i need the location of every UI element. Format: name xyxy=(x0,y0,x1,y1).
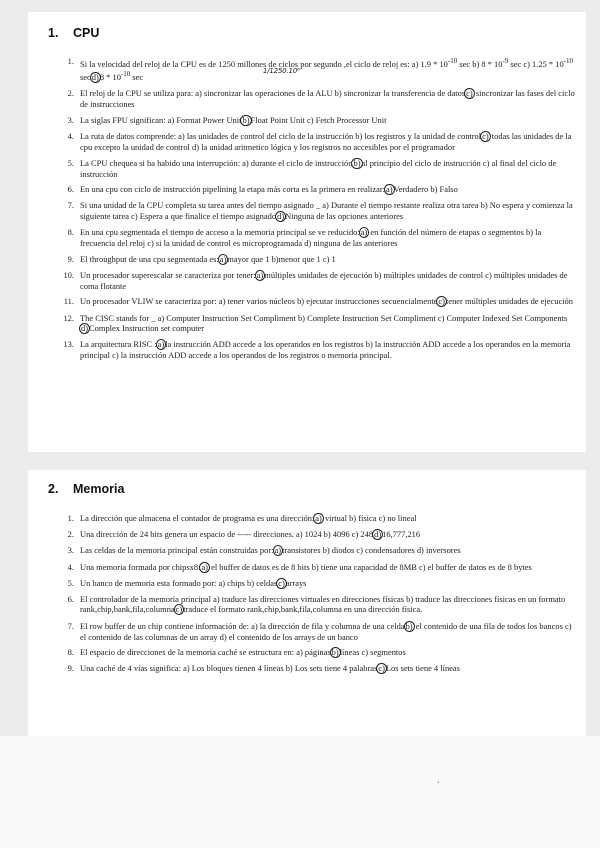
question-fragment: sec b) 8 * 10 xyxy=(457,58,503,69)
question-fragment: sec c) 1.25 * 10 xyxy=(508,58,564,69)
question-number: 5. xyxy=(67,577,74,588)
cpu-question-list xyxy=(61,56,575,366)
question-number: 9. xyxy=(67,253,74,264)
question-text xyxy=(76,56,575,83)
circled-answer: d) xyxy=(277,210,285,221)
question-stem: La dirección que almacena el contador de programa es una dirección: xyxy=(80,513,315,523)
circled-answer: a) xyxy=(274,545,282,556)
question-stem: La CPU chequea si ha habido una interrupción: a) durante el ciclo de instrucción xyxy=(80,157,353,168)
question-item xyxy=(61,663,575,674)
question-continuation: el contenido de una fila de todos los bancos c) el contenido de las columnas de un array d) el contenido de los arrays de un banco xyxy=(80,620,572,642)
question-number: 7. xyxy=(67,620,74,631)
question-fragment: sec xyxy=(130,72,144,83)
question-continuation: mayor que 1 b)menor que 1 c) 1 xyxy=(227,253,336,264)
question-fragment: Si la velocidad del reloj de la CPU es de 1250 millones de ciclos por segundo ,el ciclo de reloj es: a) 1.9 * 10 xyxy=(80,58,448,69)
question-text xyxy=(76,158,575,179)
question-stem: La ruta de datos comprende: a) las unidades de control del ciclo de la instrucción b) los registros y la unidad de control xyxy=(80,131,482,141)
circled-answer: b) xyxy=(405,620,413,631)
circled-answer: a) xyxy=(315,513,322,523)
question-stem: Las celdas de la memoria principal están construidas por: xyxy=(80,545,274,556)
handwritten-note: 1/1250.10⁶ xyxy=(263,67,300,75)
question-text xyxy=(76,594,575,615)
question-continuation: Complex Instruction set computer xyxy=(89,322,205,333)
question-number: 13. xyxy=(63,339,74,350)
question-fragment: sec xyxy=(80,72,91,83)
question-continuation: líneas c) segmentos xyxy=(339,647,406,658)
question-item xyxy=(61,270,575,291)
question-item xyxy=(61,227,575,248)
question-stem: El throughput de una cpu segmentada es: xyxy=(80,253,219,264)
question-number: 1. xyxy=(67,513,74,523)
question-continuation: sincronizar las fases del ciclo de instrucciones xyxy=(80,88,575,110)
question-continuation: traduce el formato rank,chip,bank,fila,columna en una dirección física. xyxy=(183,604,423,615)
circled-answer: a) xyxy=(386,184,393,195)
question-text xyxy=(76,227,575,248)
question-item xyxy=(61,513,575,524)
circled-answer: a) xyxy=(201,561,208,572)
question-item xyxy=(61,158,575,179)
question-item xyxy=(61,578,575,589)
question-continuation: en función del número de etapas o segmentos b) la frecuencia del reloj c) si la unidad de control es microprogramada d) ninguna de las anteriores xyxy=(80,226,542,248)
memoria-question-list xyxy=(61,513,575,680)
question-number: 3. xyxy=(67,545,74,556)
question-item xyxy=(61,313,575,334)
question-number: 6. xyxy=(67,184,74,195)
question-text xyxy=(76,200,575,221)
circled-answer: c) xyxy=(482,131,489,141)
question-stem: El row buffer de un chip contiene información de: a) la dirección de fila y columna de una celda xyxy=(80,620,405,631)
circled-answer: d) xyxy=(81,322,89,333)
question-number: 2. xyxy=(67,529,74,540)
circled-answer: a) xyxy=(157,339,165,350)
question-text xyxy=(76,562,575,573)
circled-answer: c) xyxy=(438,296,445,307)
stray-mark: ˏ xyxy=(437,774,440,783)
question-continuation: Los sets tiene 4 líneas xyxy=(385,663,460,674)
question-continuation: la instrucción ADD accede a los operandos en los registros b) la instrucción ADD accede a los operandos en la memoria principal c) la instrucción ADD accede a los operandos de los registros o memoria principal. xyxy=(80,339,571,361)
question-text xyxy=(76,184,575,195)
question-text xyxy=(76,513,575,524)
question-continuation: Float Point Unit c) Fetch Processor Unit xyxy=(250,114,387,125)
question-number: 2. xyxy=(67,88,74,99)
question-stem: Si una unidad de la CPU completa su tarea antes del tiempo asignado _ a) Durante el tiempo restante realiza otra tarea b) No espera y comienza la siguiente tarea c) Espera a que finalice el tiempo asignado xyxy=(80,200,573,221)
question-number: 3. xyxy=(67,114,74,125)
circled-answer: b) xyxy=(353,157,361,168)
question-text xyxy=(76,621,575,642)
circled-answer: b) xyxy=(242,114,250,125)
circled-answer: c) xyxy=(466,88,473,99)
circled-answer: c) xyxy=(175,604,183,615)
question-text xyxy=(76,254,575,265)
circled-answer: d) xyxy=(91,72,99,83)
question-continuation: 16,777,216 xyxy=(382,529,421,540)
question-item xyxy=(61,647,575,658)
question-text xyxy=(76,131,575,152)
question-continuation: todas las unidades de la cpu excepto la unidad de control d) la unidad aritmetico lógica y los registros no accesibles por el programador xyxy=(80,131,572,152)
question-text xyxy=(76,296,575,307)
circled-answer: a) xyxy=(360,226,368,237)
question-item xyxy=(61,56,575,83)
question-stem: La arquitectura RISC : xyxy=(80,339,157,350)
question-item xyxy=(61,254,575,265)
question-stem: Un procesador superescalar se caracteriza por tener: xyxy=(80,269,256,280)
question-number: 5. xyxy=(67,157,74,168)
question-stem: The CISC stands for _ a) Computer Instruction Set Compliment b) Complete Instruction Set Compliment c) Computer Indexed Set Components xyxy=(80,312,568,323)
question-text xyxy=(76,663,575,674)
question-item xyxy=(61,184,575,195)
memoria-page xyxy=(28,470,586,736)
question-continuation: virtual b) física c) no lineal xyxy=(322,513,417,523)
exponent: -10 xyxy=(120,70,131,79)
question-number: 4. xyxy=(67,131,74,141)
question-text xyxy=(76,529,575,540)
question-number: 10. xyxy=(63,269,74,280)
question-stem: La siglas FPU significan: a) Format Power Unit xyxy=(80,114,242,125)
question-item xyxy=(61,545,575,556)
question-number: 1. xyxy=(67,56,74,66)
question-number: 9. xyxy=(67,663,74,674)
circled-answer: c) xyxy=(378,663,385,674)
circled-answer: a) xyxy=(219,253,227,264)
circled-answer: b) xyxy=(331,647,339,658)
question-continuation: arrays xyxy=(285,577,307,588)
question-number: 8. xyxy=(67,226,74,237)
question-item xyxy=(61,200,575,221)
question-item xyxy=(61,131,575,152)
question-continuation: al principio del ciclo de instrucción c) al final del ciclo de instrucción xyxy=(80,157,557,179)
question-stem: El espacio de direcciones de la memoria caché se estructura en: a) páginas xyxy=(80,647,331,658)
question-text xyxy=(76,339,575,360)
question-continuation: Ninguna de las opciones anteriores xyxy=(285,210,404,221)
question-text xyxy=(76,545,575,556)
question-item xyxy=(61,594,575,615)
question-item xyxy=(61,296,575,307)
question-number: 12. xyxy=(63,312,74,323)
cpu-page xyxy=(28,12,586,452)
question-text xyxy=(76,270,575,291)
question-text xyxy=(76,647,575,658)
question-fragment: 8 * 10 xyxy=(99,72,121,83)
question-item xyxy=(61,562,575,573)
question-number: 6. xyxy=(67,593,74,604)
question-continuation: el buffer de datos es de 8 bits b) tiene una capacidad de 8MB c) el buffer de datos es de 8 bytes xyxy=(209,561,532,572)
question-number: 11. xyxy=(63,296,74,307)
question-stem: El controlador de la memoria principal a) traduce las direcciones virtuales en direcciones físicas b) traduce las direcciones físicas en un formato rank,chip,bank,fila,columna xyxy=(80,593,566,615)
question-text xyxy=(76,313,575,334)
question-stem: Una dirección de 24 bits genera un espacio de ----- direcciones. a) 1024 b) 4096 c) 248 xyxy=(80,529,374,540)
circled-answer: d) xyxy=(374,529,382,540)
question-item xyxy=(61,115,575,126)
question-item xyxy=(61,88,575,109)
question-text xyxy=(76,578,575,589)
section-title-memoria: 2. Memoria xyxy=(48,482,125,496)
question-stem: Una caché de 4 vías significa: a) Los bloques tienen 4 líneas b) Los sets tiene 4 palabras xyxy=(80,663,378,674)
question-continuation: tener múltiples unidades de ejecución xyxy=(445,296,573,307)
circled-answer: c) xyxy=(278,577,285,588)
exponent: -10 xyxy=(563,57,574,65)
question-number: 8. xyxy=(67,647,74,658)
question-number: 4. xyxy=(67,561,74,572)
question-stem: Un procesador VLIW se caracteriza por: a) tener varios núcleos b) ejecutar instrucciones secuencialmente xyxy=(80,296,438,307)
question-number: 7. xyxy=(67,200,74,211)
circled-answer: a) xyxy=(256,269,264,280)
question-stem: Un banco de memoria esta formado por: a) chips b) celdas xyxy=(80,577,278,588)
question-stem: Una memoria formada por chipsx8: xyxy=(80,561,201,572)
question-stem: En una cpu con ciclo de instrucción pipelining la etapa más corta es la primera en realizar: xyxy=(80,184,386,195)
section-title-cpu: 1. CPU xyxy=(48,26,100,40)
exponent: -10 xyxy=(447,57,458,65)
question-continuation: transistores b) diodos c) condensadores d) inversores xyxy=(282,545,461,556)
exponent: -9 xyxy=(502,57,509,65)
question-text xyxy=(76,115,575,126)
question-text xyxy=(76,88,575,109)
question-continuation: Verdadero b) Falso xyxy=(393,184,458,195)
question-item xyxy=(61,529,575,540)
question-stem: En una cpu segmentada el tiempo de acceso a la memoria principal se ve reducido: xyxy=(80,226,360,237)
question-stem: El reloj de la CPU se utiliza para: a) sincronizar las operaciones de la ALU b) sincronizar la transferencia de datos xyxy=(80,88,466,99)
question-item xyxy=(61,339,575,360)
page-background-bottom xyxy=(0,736,600,848)
question-continuation: múltiples unidades de ejecución b) múltiples unidades de control c) múltiples unidades de coma flotante xyxy=(80,269,568,291)
question-item xyxy=(61,621,575,642)
